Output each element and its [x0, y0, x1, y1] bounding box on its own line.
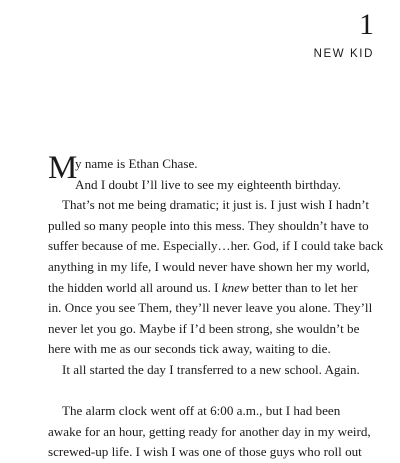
- text-line: And I doubt I’ll live to see my eighteenth birthday.: [75, 176, 342, 192]
- text-line: pulled so many people into this mess. They shouldn’t have to: [48, 217, 369, 233]
- text-segment: y name is Ethan Chase.: [75, 156, 198, 171]
- chapter-title: NEW KID: [313, 48, 374, 60]
- text-line: It all started the day I transferred to a new school. Again.: [62, 361, 360, 377]
- text-line: That’s not me being dramatic; it just is. I just wish I hadn’t: [62, 197, 370, 213]
- section-break: [48, 381, 384, 402]
- emphasis-text: knew: [221, 279, 249, 295]
- text-line: anything in my life, I would never have shown her my world,: [48, 258, 370, 274]
- drop-cap: M: [48, 150, 78, 186]
- text-line: awake for an hour, getting ready for another day in my weird,: [48, 423, 371, 439]
- text-line: screwed-up life. I wish I was one of those guys who roll out: [48, 444, 362, 460]
- text-line: in. Once you see Them, they’ll never leave you alone. They’ll: [48, 300, 373, 316]
- text-line: never let you go. Maybe if I’d been strong, she wouldn’t be: [48, 320, 360, 336]
- body-text: [48, 150, 384, 463]
- text-line: The alarm clock went off at 6:00 a.m., but I had been: [62, 403, 341, 419]
- text-segment: better than to let her: [248, 279, 358, 295]
- text-segment: the hidden world all around us. I: [48, 279, 222, 295]
- chapter-number: 1: [359, 8, 374, 41]
- text-line: here with me as our seconds tick away, waiting to die.: [48, 341, 331, 357]
- text-line: suffer because of me. Especially…her. God, if I could take back: [48, 238, 384, 254]
- text-line: [48, 278, 384, 299]
